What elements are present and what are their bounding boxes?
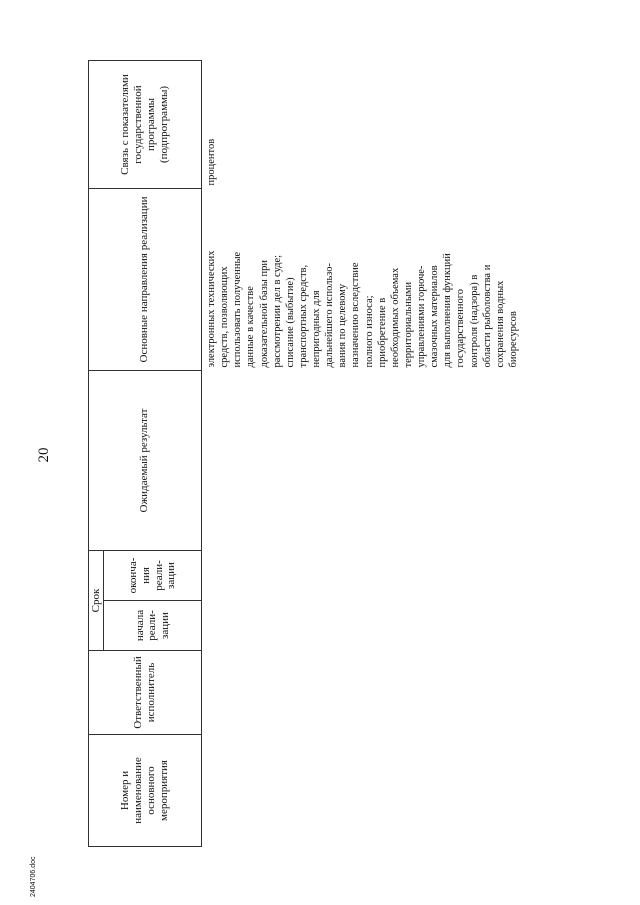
directions-line: сохранения водных [494, 280, 506, 368]
directions-line: управлениями горюче- [416, 265, 427, 368]
document-id: 2404706.doc [30, 856, 37, 897]
cell-expected-result [202, 371, 524, 551]
header-term-start: начала реали-зации [104, 601, 202, 651]
page-number: 20 [36, 447, 52, 463]
directions-line: контроля (надзора) в [468, 274, 480, 368]
header-main-directions: Основные направления реализации [89, 189, 202, 371]
directions-line: области рыболовства и [481, 264, 493, 368]
cell-indicator-link: процентов [206, 138, 217, 186]
cell-term-start [202, 601, 524, 651]
cell-term-end [202, 551, 524, 601]
measures-table [88, 60, 523, 847]
cell-main-directions [202, 189, 524, 371]
directions-line: территориальными [402, 281, 414, 368]
directions-line: необходимых объемах [389, 267, 401, 368]
header-indicator-link: Связь с показателями государственной программы (подпрограммы) [89, 61, 202, 189]
directions-line: для выполнения функций [442, 253, 454, 368]
directions-line: государственного [455, 288, 467, 368]
header-term-end: оконча-ния реали-зации [104, 551, 202, 601]
header-executor: Ответственный исполнитель [89, 651, 202, 735]
directions-line: данные в качестве [245, 286, 257, 368]
directions-line: полного износа; [363, 295, 375, 368]
directions-line: назначению вследствие [350, 262, 362, 368]
directions-line: дальнейшего использо- [324, 262, 336, 368]
directions-line: непригодных для [311, 290, 322, 368]
directions-line: использовать полученные [232, 251, 244, 368]
cell-measure [202, 735, 524, 847]
directions-line: средств, позволяющих [219, 266, 231, 368]
directions-line: доказательной базы при [258, 260, 270, 368]
directions-line: электронных технических [206, 250, 217, 368]
table-row [202, 61, 524, 847]
directions-line: смазочных материалов [429, 265, 441, 368]
directions-line: транспортных средств, [297, 264, 309, 368]
directions-line: приобретение в [376, 297, 388, 368]
header-term: Срок [89, 551, 104, 651]
directions-line: рассмотрении дел в суде; [271, 254, 283, 368]
directions-line: биоресурсов [507, 311, 519, 368]
directions-line: списание (выбытие) [284, 277, 296, 368]
cell-executor [202, 651, 524, 735]
header-measure: Номер и наименование основного мероприятия [89, 735, 202, 847]
directions-line: вания по целевому [337, 283, 349, 368]
header-expected-result: Ожидаемый результат [89, 371, 202, 551]
